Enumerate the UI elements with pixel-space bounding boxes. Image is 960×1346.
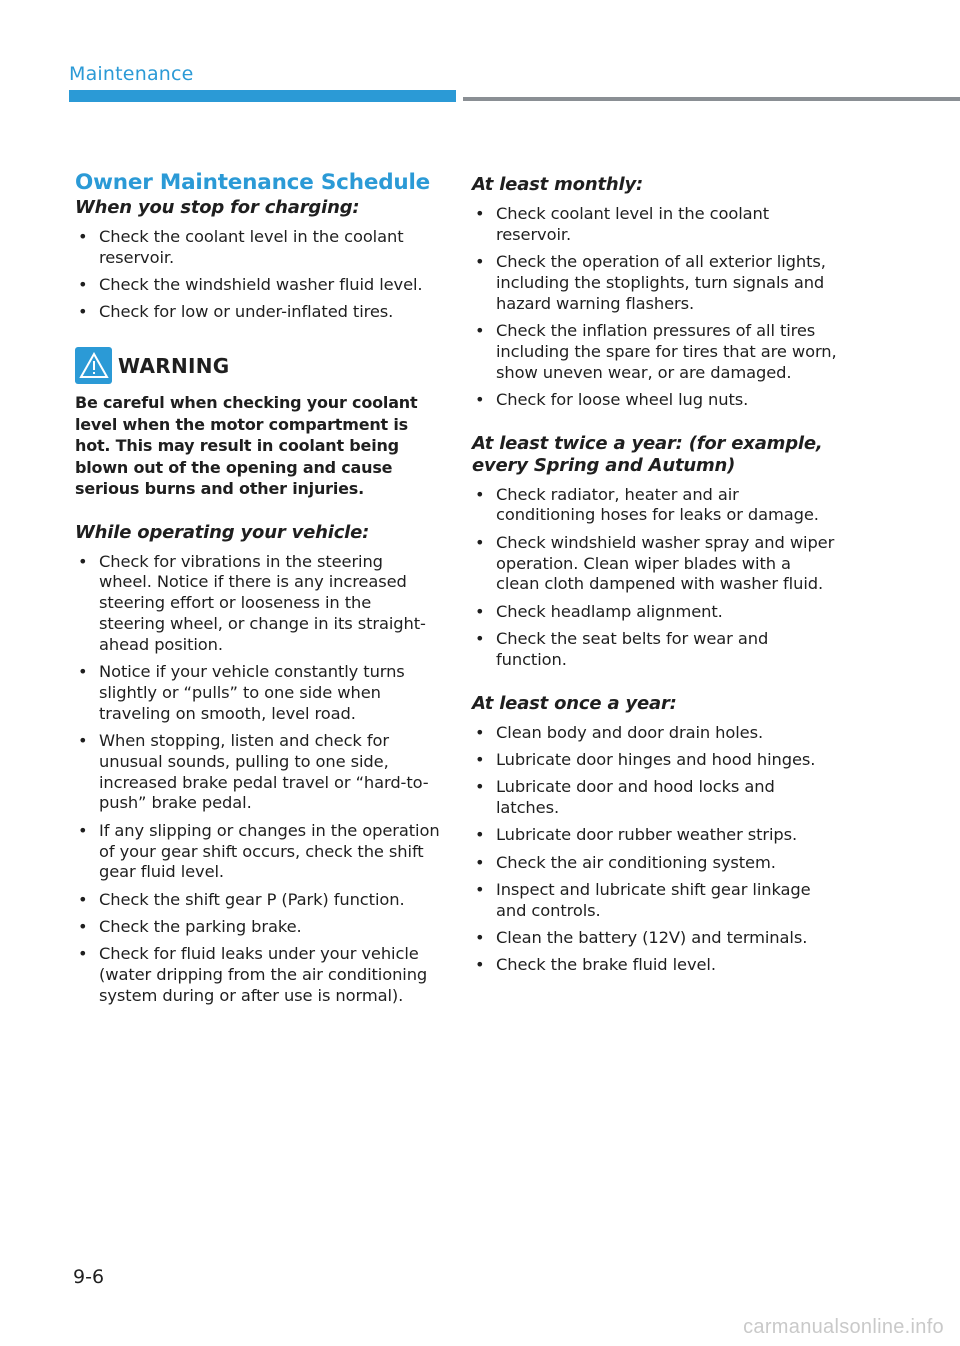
bullet-icon: • bbox=[475, 749, 485, 769]
list-item bbox=[472, 955, 837, 976]
header-rule-accent bbox=[69, 90, 456, 102]
bullet-icon: • bbox=[475, 484, 485, 504]
list-item-text: Notice if your vehicle constantly turns slightly or “pulls” to one side when traveling on smooth, level road. bbox=[99, 662, 405, 723]
list-item bbox=[472, 390, 837, 411]
bullet-icon: • bbox=[475, 777, 485, 797]
list-item-text: Lubricate door and hood locks and latches. bbox=[496, 777, 775, 817]
charging-heading: When you stop for charging: bbox=[75, 197, 360, 218]
list-item bbox=[75, 227, 440, 269]
list-item-text: When stopping, listen and check for unusual sounds, pulling to one side, increased brake pedal travel or “hard-to-push” brake pedal. bbox=[99, 731, 429, 813]
list-item bbox=[472, 629, 837, 671]
list-item bbox=[472, 928, 837, 949]
list-item bbox=[472, 204, 837, 246]
bullet-icon: • bbox=[78, 889, 88, 909]
twice-yearly-heading: At least twice a year: (for example, every Spring and Autumn) bbox=[472, 432, 823, 476]
list-item bbox=[75, 944, 440, 1006]
bullet-icon: • bbox=[78, 227, 88, 246]
list-item bbox=[472, 485, 837, 527]
list-item bbox=[472, 252, 837, 314]
bullet-icon: • bbox=[475, 879, 485, 899]
bullet-icon: • bbox=[475, 825, 485, 845]
list-item-text: Check for fluid leaks under your vehicle (water dripping from the air conditioning system during or after use is normal). bbox=[99, 944, 428, 1005]
bullet-icon: • bbox=[475, 601, 485, 621]
list-item-text: Clean the battery (12V) and terminals. bbox=[496, 927, 808, 947]
list-item-text: Check the air conditioning system. bbox=[496, 852, 776, 872]
list-item bbox=[472, 777, 837, 819]
monthly-list bbox=[472, 204, 837, 411]
yearly-list bbox=[472, 723, 837, 976]
page-title: Owner Maintenance Schedule bbox=[75, 170, 431, 195]
list-item bbox=[75, 731, 440, 814]
list-item-text: If any slipping or changes in the operation of your gear shift occurs, check the shift gear fluid level. bbox=[99, 820, 440, 882]
operating-list bbox=[75, 552, 440, 1007]
charging-list bbox=[75, 227, 440, 323]
yearly-heading: At least once a year: bbox=[472, 692, 677, 714]
bullet-icon: • bbox=[475, 722, 485, 742]
list-item-text: Check windshield washer spray and wiper operation. Clean wiper blades with a clean cloth dampened with washer fluid. bbox=[496, 532, 835, 594]
list-item-text: Check the coolant level in the coolant reservoir. bbox=[99, 227, 404, 267]
warning-label: WARNING bbox=[118, 353, 230, 378]
warning-header bbox=[75, 347, 440, 384]
list-item bbox=[472, 321, 837, 383]
bullet-icon: • bbox=[475, 252, 485, 272]
list-item-text: Check for low or under-inflated tires. bbox=[99, 302, 394, 322]
section-title-header: Maintenance bbox=[69, 63, 194, 85]
list-item-text: Check headlamp alignment. bbox=[496, 601, 723, 621]
list-item bbox=[472, 825, 837, 846]
right-column bbox=[472, 170, 837, 983]
list-item-text: Inspect and lubricate shift gear linkage and controls. bbox=[496, 879, 811, 920]
left-column bbox=[75, 170, 440, 1013]
list-item-text: Check the windshield washer fluid level. bbox=[99, 275, 423, 295]
twice-yearly-list bbox=[472, 485, 837, 671]
list-item bbox=[75, 890, 440, 911]
watermark: carmanualsonline.info bbox=[743, 1316, 944, 1338]
list-item-text: Clean body and door drain holes. bbox=[496, 722, 764, 742]
page-number: 9-6 bbox=[73, 1266, 105, 1288]
warning-text: Be careful when checking your coolant level when the motor compartment is hot. This may result in coolant being blown out of the opening and cause serious burns and other injuries. bbox=[75, 393, 418, 499]
bullet-icon: • bbox=[78, 662, 88, 682]
list-item bbox=[472, 533, 837, 595]
list-item-text: Check coolant level in the coolant reservoir. bbox=[496, 204, 769, 244]
bullet-icon: • bbox=[78, 916, 88, 936]
list-item bbox=[75, 302, 440, 323]
list-item-text: Check the inflation pressures of all tires including the spare for tires that are worn, show uneven wear, or are damaged. bbox=[496, 320, 837, 382]
list-item bbox=[75, 552, 440, 656]
bullet-icon: • bbox=[78, 302, 88, 322]
list-item-text: Lubricate door rubber weather strips. bbox=[496, 825, 798, 845]
header-rule-gray bbox=[463, 97, 960, 101]
list-item bbox=[75, 275, 440, 296]
bullet-icon: • bbox=[475, 204, 485, 223]
monthly-heading: At least monthly: bbox=[472, 174, 643, 195]
bullet-icon: • bbox=[475, 628, 485, 648]
list-item bbox=[472, 602, 837, 623]
list-item-text: Lubricate door hinges and hood hinges. bbox=[496, 749, 816, 769]
list-item bbox=[75, 662, 440, 724]
list-item-text: Check the parking brake. bbox=[99, 916, 302, 936]
bullet-icon: • bbox=[78, 731, 88, 751]
bullet-icon: • bbox=[475, 955, 485, 975]
list-item bbox=[472, 723, 837, 744]
list-item bbox=[472, 750, 837, 771]
list-item-text: Check the shift gear P (Park) function. bbox=[99, 889, 405, 909]
list-item-text: Check radiator, heater and air conditioning hoses for leaks or damage. bbox=[496, 484, 819, 525]
list-item bbox=[472, 880, 837, 922]
bullet-icon: • bbox=[475, 532, 485, 552]
warning-triangle-icon bbox=[75, 347, 112, 384]
bullet-icon: • bbox=[78, 275, 88, 295]
bullet-icon: • bbox=[475, 852, 485, 872]
list-item bbox=[75, 917, 440, 938]
operating-heading: While operating your vehicle: bbox=[75, 521, 370, 543]
bullet-icon: • bbox=[78, 820, 88, 840]
list-item-text: Check the seat belts for wear and function. bbox=[496, 628, 769, 669]
list-item-text: Check for loose wheel lug nuts. bbox=[496, 389, 749, 409]
list-item-text: Check the operation of all exterior lights, including the stoplights, turn signals and hazard warning flashers. bbox=[496, 252, 826, 313]
list-item-text: Check for vibrations in the steering wheel. Notice if there is any increased steering effort or looseness in the steering wheel, or change in its straight-ahead position. bbox=[99, 551, 426, 654]
bullet-icon: • bbox=[475, 389, 485, 409]
bullet-icon: • bbox=[78, 944, 88, 964]
bullet-icon: • bbox=[475, 320, 485, 340]
list-item bbox=[75, 821, 440, 883]
list-item bbox=[472, 853, 837, 874]
bullet-icon: • bbox=[78, 551, 88, 571]
list-item-text: Check the brake fluid level. bbox=[496, 955, 716, 975]
bullet-icon: • bbox=[475, 927, 485, 947]
